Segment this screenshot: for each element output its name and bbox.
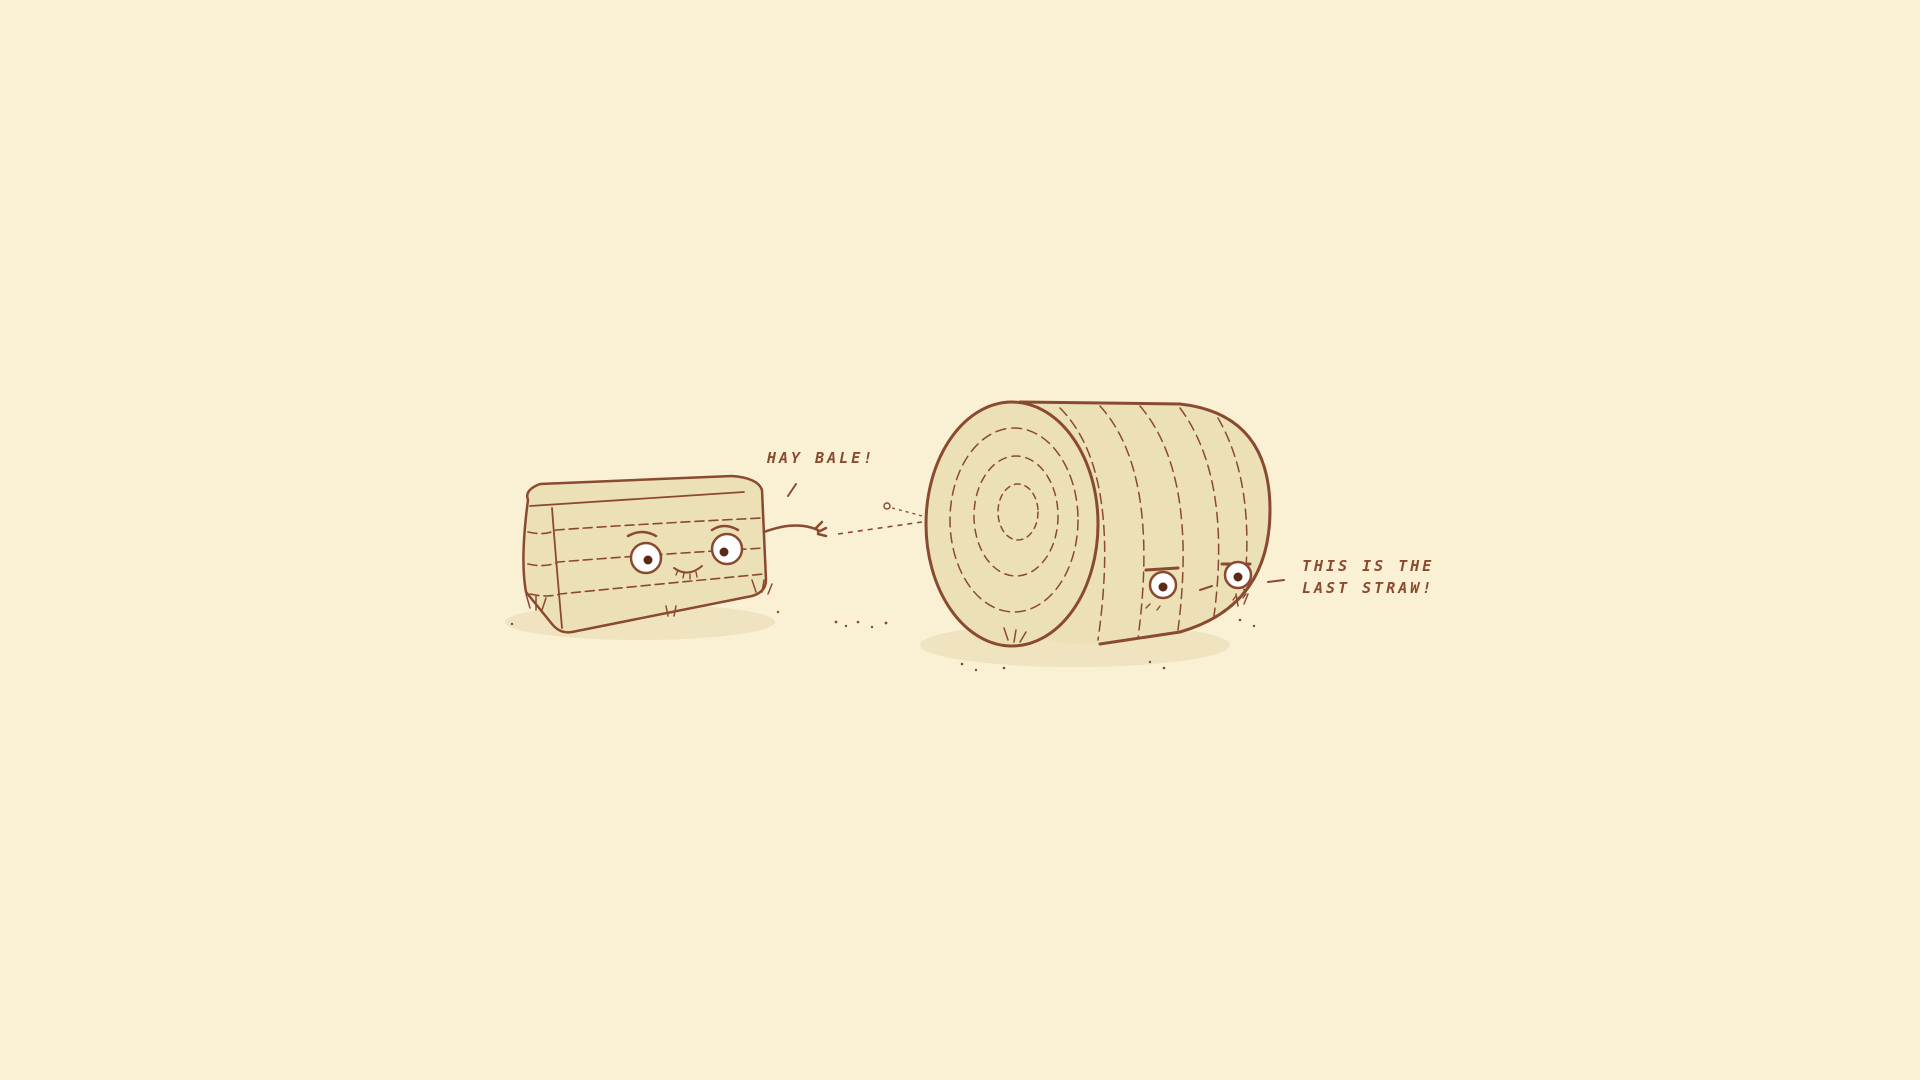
motion-dot [884,503,890,509]
pupil-right [720,548,729,557]
last-straw-line-1: THIS IS THE [1302,557,1435,575]
pupil-right [1234,573,1243,582]
round-bale-end-face [926,402,1098,646]
last-straw-speech [1302,555,1434,599]
speech-tick [1268,580,1284,582]
pupil-left [644,556,653,565]
round-hay-bale [926,402,1270,646]
square-bale-arm [764,522,826,536]
angry-eyebrow-left [1146,568,1178,570]
motion-line [838,522,922,534]
pupil-left [1159,583,1168,592]
last-straw-line-2: LAST STRAW! [1302,579,1435,597]
arm [764,525,818,532]
speech-tick [788,484,796,496]
hay-bale-speech: HAY BALE! [767,449,876,467]
motion-line [892,508,922,516]
